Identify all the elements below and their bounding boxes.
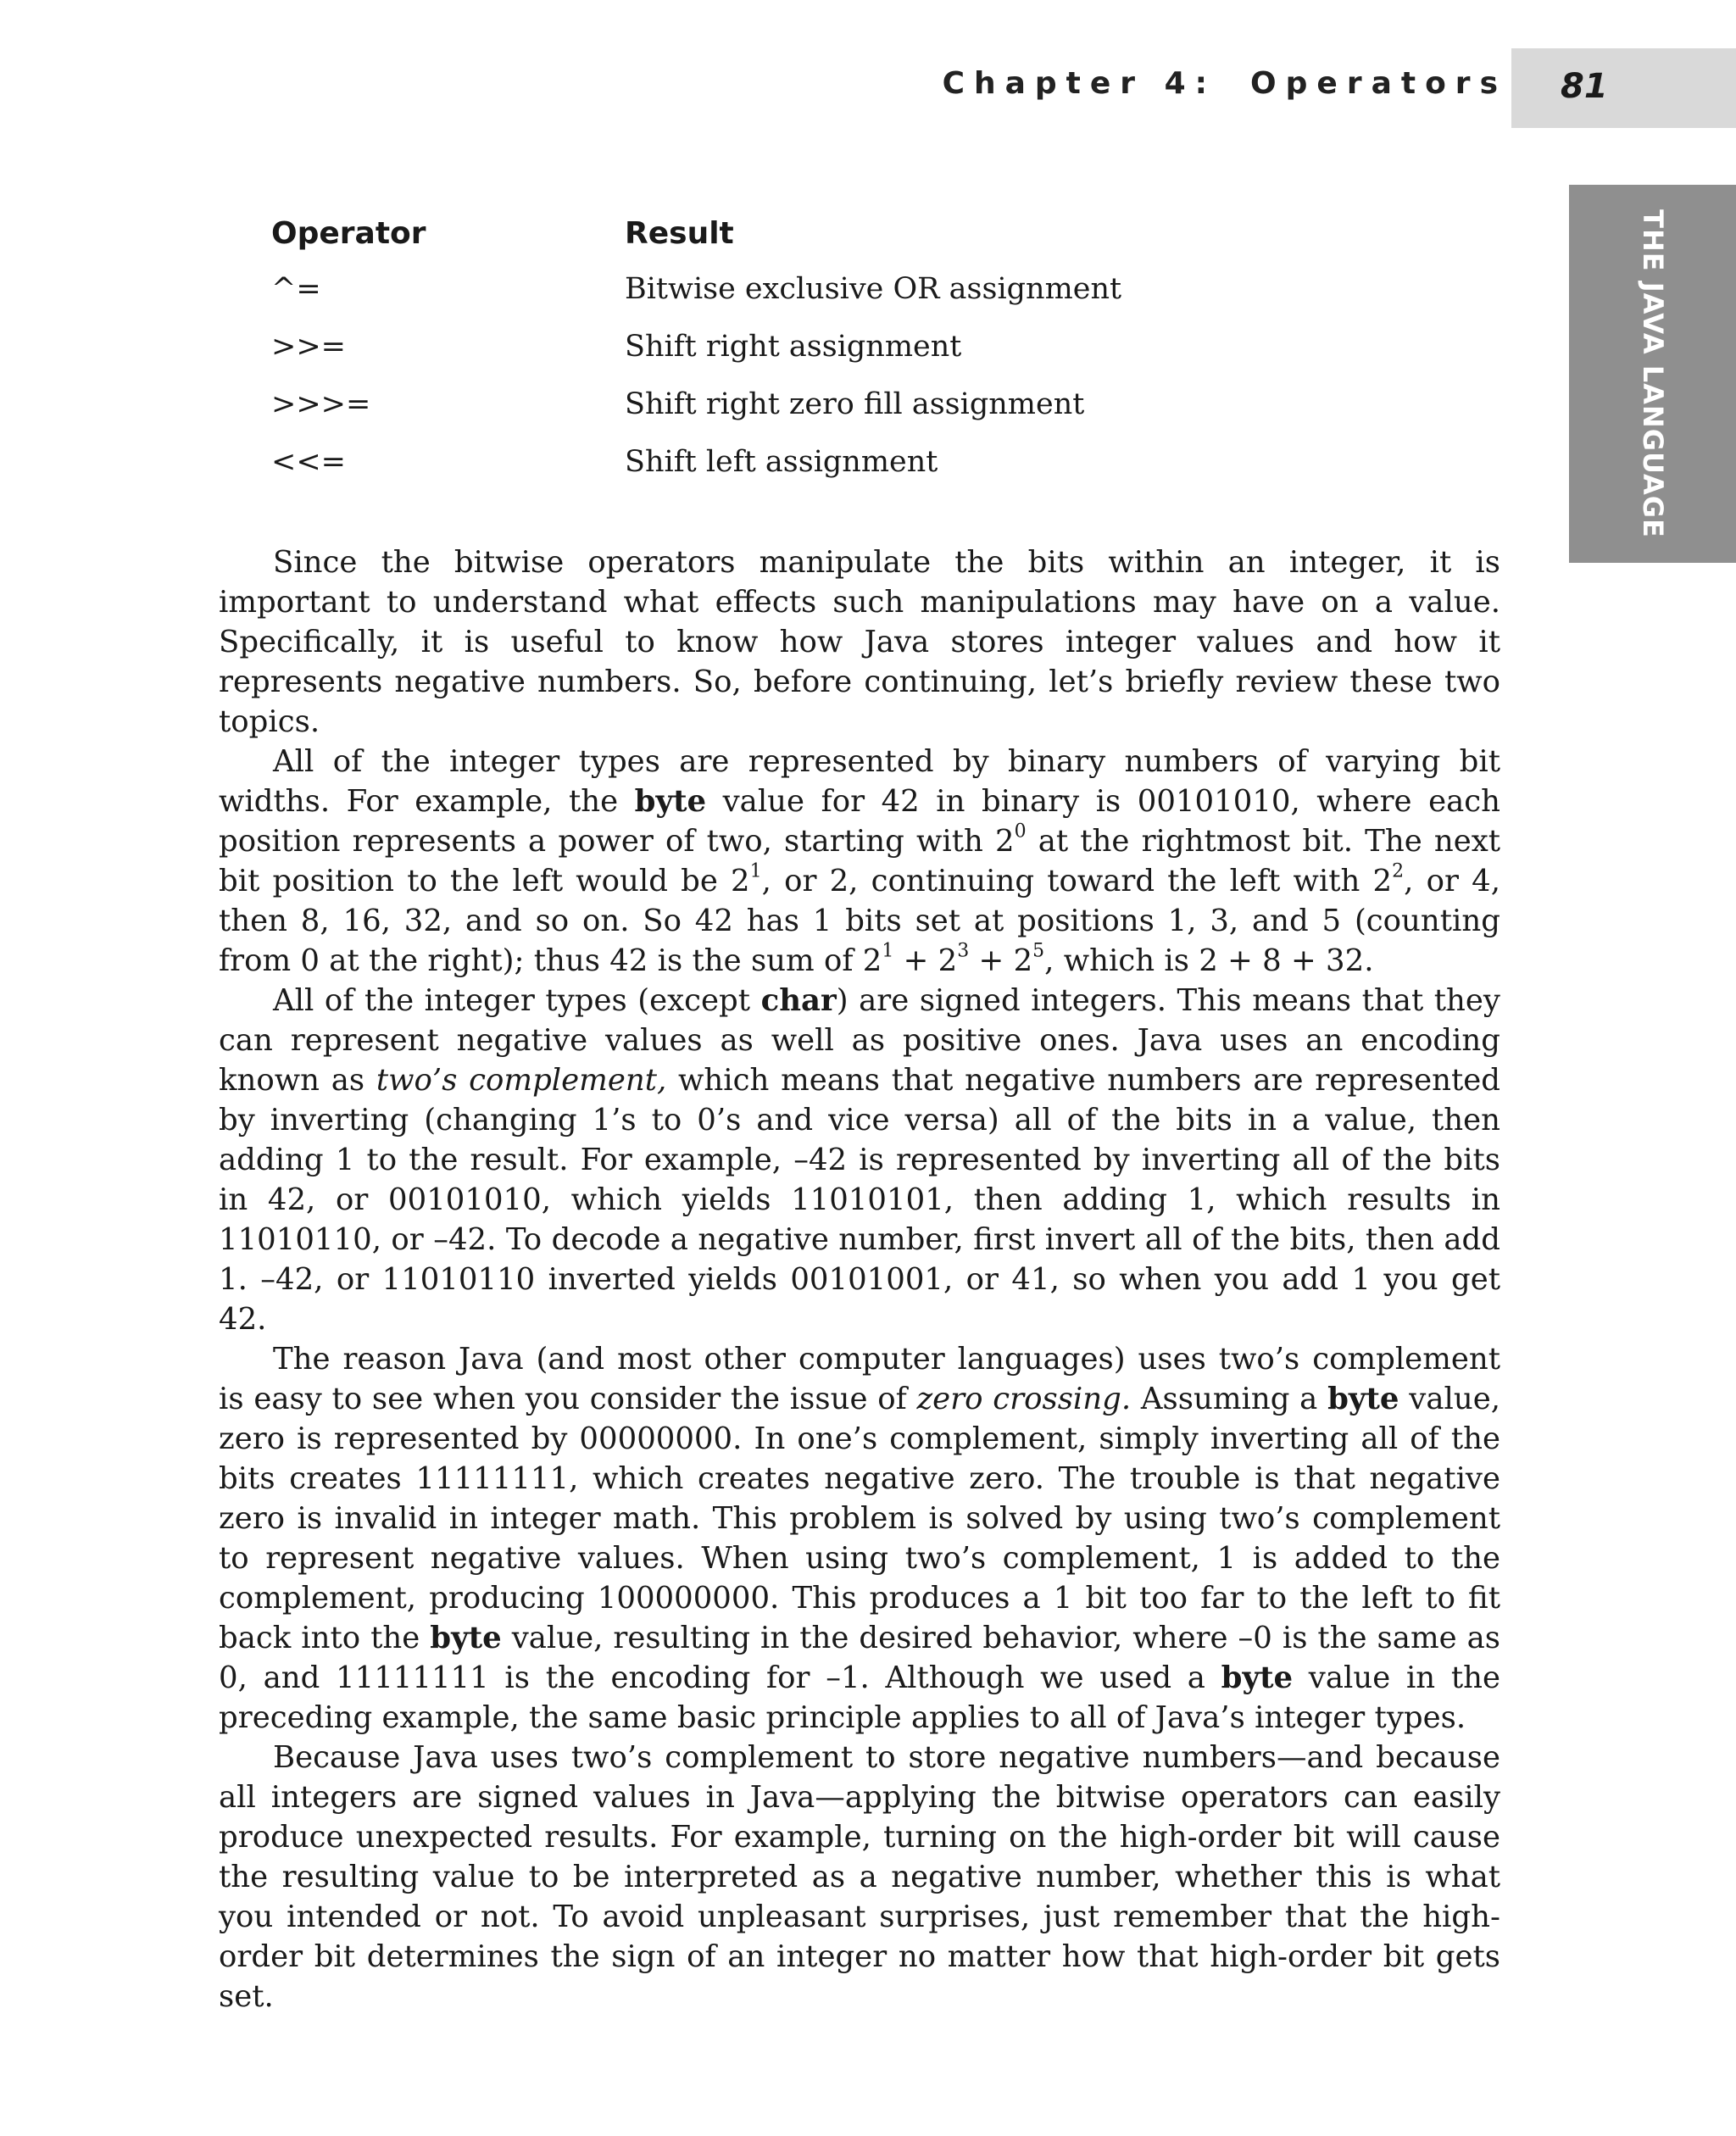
result-cell: Bitwise exclusive OR assignment (625, 272, 1122, 306)
section-tab (1569, 185, 1736, 563)
page-number-box (1511, 48, 1736, 128)
paragraph-binary-representation: All of the integer types are represented by binary numbers of varying bit widths. For example, the byte value for 42 in binary is 00101010, where each position represents a power of two, starting with $2^0$ at the rightmost bit. The next bit position to the left would be $2^1$, or 2, continuing toward the left with $2^2$, or 4, then 8, 16, 32, and so on. So 42 has 1 bits set at positions 1, 3, and 5 (counting from 0 at the right); thus 42 is the sum of $2^1 + 2^3 + 2^5$, which is 2 + 8 + 32. (219, 744, 1501, 978)
paragraph-high-order-bit: Because Java uses two’s complement to store negative numbers—and because all integers are signed values in Java—applying the bitwise operators can easily produce unexpected results. For example, turning on the high-order bit will cause the resulting value to be interpreted as a negative number, whether this is what you intended or not. To avoid unpleasant surprises, just remember that the high-order bit determines the sign of an integer no matter how that high-order bit gets set. (219, 1740, 1500, 2014)
header-operator: Operator (271, 216, 426, 251)
superscript: 2 (1392, 860, 1405, 882)
code-keyword: byte (1221, 1660, 1294, 1695)
superscript: 3 (957, 940, 970, 962)
code-keyword: byte (634, 784, 707, 819)
header-result: Result (625, 216, 734, 251)
code-keyword: byte (430, 1621, 502, 1655)
emphasis: two’s complement, (376, 1063, 667, 1098)
code-keyword: byte (1327, 1382, 1399, 1416)
chapter-label: Chapter 4: (942, 66, 1217, 101)
section-tab-label: THE JAVA LANGUAGE (1636, 209, 1669, 538)
page-number: 81 (1561, 67, 1608, 106)
operator-cell: >>>= (271, 387, 371, 421)
running-header (943, 66, 1507, 101)
operator-cell: >>= (271, 330, 346, 364)
emphasis: zero crossing. (916, 1382, 1132, 1416)
chapter-title: Operators (1250, 66, 1507, 101)
paragraph-zero-crossing: The reason Java (and most other computer languages) uses two’s complement is easy to see when you consider the issue of zero crossing. Assuming a byte value, zero is represented by 00000000. In one’s complement, simply inverting all of the bits creates 11111111, which creates negative zero. The trouble is that negative zero is invalid in integer math. This problem is solved by using two’s complement to represent negative values. When using two’s complement, 1 is added to the complement, producing 100000000. This produces a 1 bit too far to the left to fit back into the byte value, resulting in the desired behavior, where –0 is the same as 0, and 11111111 is the encoding for –1. Although we used a byte value in the preceding example, the same basic principle applies to all of Java’s integer types. (219, 1342, 1500, 1735)
result-cell: Shift right assignment (625, 330, 962, 364)
superscript: 5 (1032, 940, 1045, 962)
result-cell: Shift left assignment (625, 445, 938, 479)
code-keyword: char (760, 983, 837, 1018)
operator-cell: <<= (271, 445, 346, 479)
paragraph-twos-complement: All of the integer types (except char) are signed integers. This means that they can represent negative values as well as positive ones. Java uses an encoding known as two’s complement, which means that negative numbers are represented by inverting (changing 1’s to 0’s and vice versa) all of the bits in a value, then adding 1 to the result. For example, –42 is represented by inverting all of the bits in 42, or 00101010, which yields 11010101, then adding 1, which results in 11010110, or –42. To decode a negative number, first invert all of the bits, then add 1. –42, or 11010110 inverted yields 00101001, or 41, so when you add 1 you get 42. (219, 983, 1501, 1337)
superscript: 1 (749, 860, 762, 882)
operator-cell: ^= (271, 272, 321, 306)
superscript: 0 (1014, 820, 1027, 843)
paragraph-intro: Since the bitwise operators manipulate the bits within an integer, it is important to understand what effects such manipulations may have on a value. Specifically, it is useful to know how Java stores integer values and how it represents negative numbers. So, before continuing, let’s briefly review these two topics. (219, 545, 1500, 739)
superscript: 1 (882, 940, 894, 962)
body-text (219, 542, 1500, 2016)
result-cell: Shift right zero fill assignment (625, 387, 1085, 421)
